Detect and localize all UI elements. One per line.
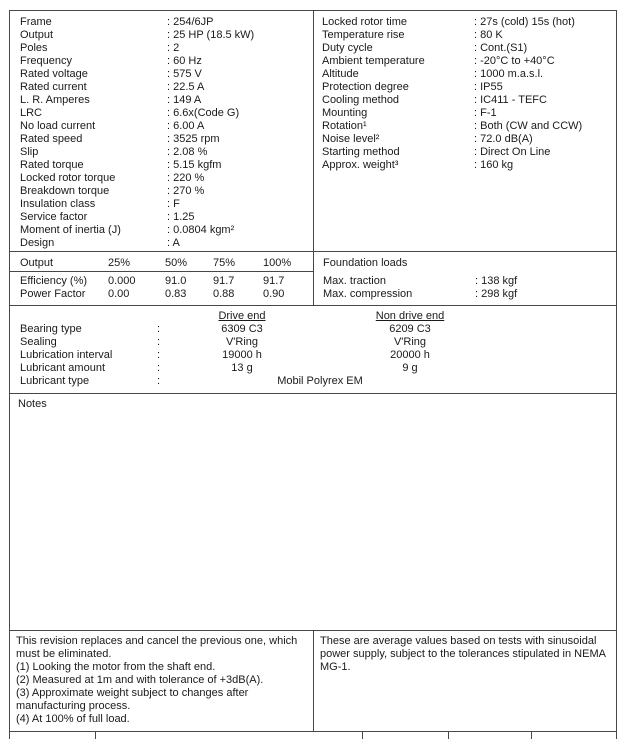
- spec-label: Rated torque: [20, 159, 84, 171]
- spec-label: Altitude: [322, 68, 359, 80]
- spec-value: : -20°C to +40°C: [474, 55, 555, 67]
- spec-value: : 220 %: [167, 172, 205, 184]
- efficiency-row: [10, 275, 313, 288]
- tolerance-note: [320, 635, 612, 674]
- footnote-text: This revision replaces and cancel the previous one, which must be eliminated.: [16, 635, 298, 660]
- cell-value: 0.83: [165, 288, 187, 300]
- spec-row: [10, 42, 313, 55]
- spec-row: [10, 224, 313, 237]
- spec-label: Poles: [20, 42, 48, 54]
- colon-separator: :: [157, 349, 161, 361]
- drive-value: 6309 C3: [221, 323, 263, 335]
- spec-label: Insulation class: [20, 198, 96, 210]
- spec-row: [313, 107, 616, 120]
- spec-label: Breakdown torque: [20, 185, 110, 197]
- spec-row: [313, 42, 616, 55]
- output-header-100: 100%: [263, 257, 292, 269]
- spec-value: : 25 HP (18.5 kW): [167, 29, 255, 41]
- spec-value: : 160 kg: [474, 159, 514, 171]
- output-header-label: Output: [20, 257, 54, 269]
- spec-value: : 0.0804 kgm²: [167, 224, 235, 236]
- spec-label: Duty cycle: [322, 42, 373, 54]
- spec-value: : 80 K: [474, 29, 503, 41]
- spec-label: Max. compression: [323, 288, 413, 300]
- spec-label: Starting method: [322, 146, 400, 158]
- spec-value: : 575 V: [167, 68, 202, 80]
- output-table-body: [10, 275, 313, 301]
- revision-footnotes: [16, 635, 312, 726]
- spec-label: Noise level²: [322, 133, 380, 145]
- lubricant-type-value: Mobil Polyrex EM: [277, 375, 363, 387]
- spec-label: Frequency: [20, 55, 72, 67]
- footnote-text: These are average values based on tests with sinusoidal power supply, subject to the tolerances stipulated in NEMA MG-1.: [320, 635, 606, 673]
- spec-value: : 72.0 dB(A): [474, 133, 533, 145]
- footer-tick: [616, 732, 617, 739]
- spec-value: : 270 %: [167, 185, 205, 197]
- spec-row: [10, 107, 313, 120]
- row-label: Bearing type: [20, 323, 82, 335]
- spec-value: : 6.6x(Code G): [167, 107, 240, 119]
- spec-row: [10, 68, 313, 81]
- spec-row: [313, 159, 616, 172]
- spec-value: : 2: [167, 42, 180, 54]
- row-label: Sealing: [20, 336, 57, 348]
- spec-label: Service factor: [20, 211, 88, 223]
- bearing-section: [10, 305, 616, 393]
- spec-row: [313, 146, 616, 159]
- spec-value: : 138 kgf: [475, 275, 518, 287]
- cell-value: 0.88: [213, 288, 235, 300]
- spec-label: Cooling method: [322, 94, 400, 106]
- spec-label: Output: [20, 29, 54, 41]
- drive-end-header: Drive end: [218, 310, 266, 322]
- footer-tick: [9, 732, 10, 739]
- spec-label: Locked rotor torque: [20, 172, 116, 184]
- spec-label: Protection degree: [322, 81, 409, 93]
- spec-row: [314, 275, 616, 288]
- spec-row: [314, 288, 616, 301]
- spec-label: Max. traction: [323, 275, 386, 287]
- sealing-row: [10, 336, 616, 349]
- footer-tick: [362, 732, 363, 739]
- spec-row: [10, 211, 313, 224]
- cell-value: 91.7: [213, 275, 235, 287]
- foundation-loads-rows: [314, 275, 616, 301]
- spec-row: [10, 94, 313, 107]
- spec-value: : 254/6JP: [167, 16, 214, 28]
- spec-label: Slip: [20, 146, 39, 158]
- drive-value: 19000 h: [222, 349, 262, 361]
- spec-row: [313, 81, 616, 94]
- row-label: Lubricant type: [20, 375, 90, 387]
- spec-value: : 3525 rpm: [167, 133, 220, 145]
- bearing-table: [10, 306, 616, 388]
- row-label: Lubrication interval: [20, 349, 113, 361]
- row-label: Lubricant amount: [20, 362, 105, 374]
- spec-value: : 5.15 kgfm: [167, 159, 222, 171]
- notes-title: Notes: [18, 398, 47, 410]
- spec-value: : F: [167, 198, 180, 210]
- spec-value: : 22.5 A: [167, 81, 205, 93]
- spec-value: : 1000 m.a.s.l.: [474, 68, 544, 80]
- datasheet-frame: [9, 10, 617, 732]
- non-drive-value: 6209 C3: [389, 323, 431, 335]
- footnote-text: (2) Measured at 1m and with tolerance of +3dB(A).: [16, 674, 264, 686]
- spec-label: LRC: [20, 107, 43, 119]
- colon-separator: :: [157, 336, 161, 348]
- specs-right-column: [313, 16, 616, 172]
- drive-value: 13 g: [231, 362, 253, 374]
- drive-value: V'Ring: [225, 336, 259, 348]
- non-drive-value: 20000 h: [390, 349, 430, 361]
- spec-row: [10, 133, 313, 146]
- spec-row: [10, 237, 313, 250]
- non-drive-value: V'Ring: [393, 336, 427, 348]
- spec-row: [10, 172, 313, 185]
- output-table-header: [10, 252, 313, 272]
- row-label: Power Factor: [20, 288, 86, 300]
- lubrication-interval-row: [10, 349, 616, 362]
- spec-row: [313, 16, 616, 29]
- spec-label: No load current: [20, 120, 96, 132]
- spec-value: : Both (CW and CCW): [474, 120, 583, 132]
- cell-value: 91.7: [263, 275, 285, 287]
- spec-label: Mounting: [322, 107, 368, 119]
- spec-row: [10, 185, 313, 198]
- bearing-type-row: [10, 323, 616, 336]
- spec-row: [313, 68, 616, 81]
- spec-label: Temperature rise: [322, 29, 405, 41]
- spec-row: [10, 29, 313, 42]
- non-drive-end-header: Non drive end: [375, 310, 445, 322]
- spec-value: : IP55: [474, 81, 503, 93]
- spec-label: Rated speed: [20, 133, 83, 145]
- spec-value: : 298 kgf: [475, 288, 518, 300]
- spec-row: [313, 29, 616, 42]
- spec-label: Locked rotor time: [322, 16, 407, 28]
- spec-value: : 1.25: [167, 211, 195, 223]
- notes-section: [10, 393, 616, 630]
- spec-label: L. R. Amperes: [20, 94, 90, 106]
- spec-value: : 27s (cold) 15s (hot): [474, 16, 575, 28]
- spec-row: [10, 198, 313, 211]
- foundation-loads-title: Foundation loads: [323, 257, 408, 269]
- spec-label: Moment of inertia (J): [20, 224, 121, 236]
- center-divider-top: [313, 11, 314, 305]
- output-header-75: 75%: [213, 257, 236, 269]
- cell-value: 0.000: [108, 275, 136, 287]
- spec-row: [10, 120, 313, 133]
- spec-value: : Direct On Line: [474, 146, 551, 158]
- row-label: Efficiency (%): [20, 275, 88, 287]
- spec-label: Design: [20, 237, 55, 249]
- spec-label: Ambient temperature: [322, 55, 425, 67]
- colon-separator: :: [157, 362, 161, 374]
- output-table: [10, 252, 313, 301]
- output-header-50: 50%: [165, 257, 188, 269]
- lubricant-amount-row: [10, 362, 616, 375]
- spec-row: [10, 16, 313, 29]
- spec-row: [10, 81, 313, 94]
- spec-value: : 2.08 %: [167, 146, 208, 158]
- spec-row: [10, 55, 313, 68]
- spec-row: [10, 159, 313, 172]
- colon-separator: :: [157, 375, 161, 387]
- power-factor-row: [10, 288, 313, 301]
- spec-row: [313, 120, 616, 133]
- spec-value: : A: [167, 237, 180, 249]
- footnote-text: (1) Looking the motor from the shaft end.: [16, 661, 216, 673]
- non-drive-value: 9 g: [402, 362, 418, 374]
- footer-tick: [448, 732, 449, 739]
- foundation-loads: [314, 252, 616, 301]
- lubricant-type-row: [10, 375, 616, 388]
- spec-value: : IC411 - TEFC: [474, 94, 547, 106]
- spec-value: : 60 Hz: [167, 55, 202, 67]
- spec-label: Approx. weight³: [322, 159, 399, 171]
- footer-tick: [531, 732, 532, 739]
- bearing-table-header: [10, 310, 616, 323]
- spec-row: [313, 94, 616, 107]
- output-header-25: 25%: [108, 257, 131, 269]
- footer-tick: [95, 732, 96, 739]
- spec-label: Rated current: [20, 81, 87, 93]
- spec-row: [313, 133, 616, 146]
- spec-value: : F-1: [474, 107, 497, 119]
- spec-label: Rotation¹: [322, 120, 367, 132]
- cell-value: 0.90: [263, 288, 285, 300]
- center-divider-bottom: [313, 630, 314, 731]
- spec-row: [10, 146, 313, 159]
- cell-value: 91.0: [165, 275, 187, 287]
- footnote-text: (3) Approximate weight subject to changes after manufacturing process.: [16, 687, 249, 712]
- specs-left-column: [10, 16, 313, 250]
- footnote-text: (4) At 100% of full load.: [16, 713, 130, 725]
- spec-value: : 149 A: [167, 94, 202, 106]
- spec-label: Rated voltage: [20, 68, 88, 80]
- colon-separator: :: [157, 323, 161, 335]
- spec-label: Frame: [20, 16, 52, 28]
- cell-value: 0.00: [108, 288, 130, 300]
- spec-value: : 6.00 A: [167, 120, 205, 132]
- spec-value: : Cont.(S1): [474, 42, 528, 54]
- spec-row: [313, 55, 616, 68]
